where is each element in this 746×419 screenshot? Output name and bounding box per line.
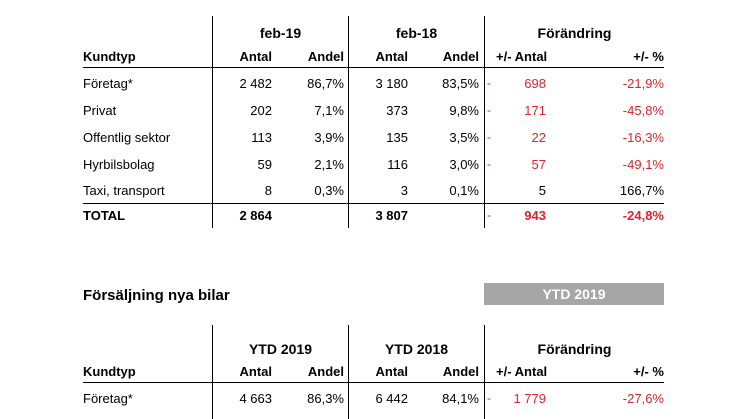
row-antal: 113 [251,130,272,145]
row-antal: 59 [257,157,272,172]
row-pct: -16,3% [622,130,664,145]
col-header-kundtyp: Kundtyp [83,49,136,64]
row-diff: 171 [524,103,546,118]
row-antal: 202 [250,103,272,118]
row-antal-prev: 373 [386,103,408,118]
row-antal: 2 482 [239,76,272,91]
row-diff: 57 [531,157,546,172]
row-antal: 8 [264,183,272,198]
row-dash: - [487,391,491,405]
row-antal-prev: 3 180 [375,76,408,91]
group-header-change: Förändring [537,341,612,357]
section-title: Försäljning nya bilar [83,287,230,304]
total-pct: -24,8% [622,208,664,223]
row-andel: 86,3% [307,391,344,406]
row-dash: - [487,76,491,90]
total-label: TOTAL [83,208,126,223]
row-andel-prev: 0,1% [449,183,479,198]
group-header-change: Förändring [537,25,612,41]
row-diff: 1 779 [513,391,546,406]
row-antal: 4 663 [239,391,272,406]
row-label: Företag* [83,391,133,406]
col-header-pct: +/- % [633,364,664,379]
col-header-pct: +/- % [633,49,664,64]
row-andel-prev: 83,5% [442,76,479,91]
row-label: Privat [83,103,117,118]
row-pct: -21,9% [622,76,664,91]
row-pct: 166,7% [619,183,664,198]
row-pct: -27,6% [622,391,664,406]
total-antal-prev: 3 807 [375,208,408,223]
row-label: Hyrbilsbolag [83,157,155,172]
col-header-andel: Andel [442,364,479,379]
row-dash: - [487,157,491,171]
row-andel-prev: 9,8% [449,103,479,118]
row-dash: - [487,103,491,117]
row-label: Taxi, transport [83,183,165,198]
col-header-andel: Andel [307,49,344,64]
row-antal-prev: 6 442 [375,391,408,406]
row-andel: 2,1% [314,157,344,172]
ytd-badge: YTD 2019 [484,283,664,305]
total-dash: - [487,208,491,222]
row-dash: - [487,130,491,144]
row-andel-prev: 3,5% [449,130,479,145]
row-pct: -45,8% [622,103,664,118]
row-antal-prev: 3 [400,183,408,198]
total-antal: 2 864 [239,208,272,223]
col-header-antal: Antal [375,364,408,379]
col-header-antal: Antal [375,49,408,64]
row-andel: 0,3% [314,183,344,198]
group-header-current: feb-19 [259,25,302,41]
row-label: Offentlig sektor [83,130,171,145]
col-header-antal: Antal [239,364,272,379]
row-andel: 7,1% [314,103,344,118]
total-diff: 943 [524,208,546,223]
col-header-andel: Andel [307,364,344,379]
row-andel: 86,7% [307,76,344,91]
row-diff: 22 [531,130,546,145]
col-header-diff: +/- Antal [496,364,548,379]
row-andel-prev: 3,0% [449,157,479,172]
row-antal-prev: 116 [387,157,408,172]
row-andel-prev: 84,1% [442,391,479,406]
col-header-antal: Antal [239,49,272,64]
group-header-previous: YTD 2018 [384,341,449,357]
row-label: Företag* [83,76,133,91]
row-pct: -49,1% [622,157,664,172]
row-antal-prev: 135 [386,130,408,145]
row-diff: 5 [538,183,546,198]
col-header-diff: +/- Antal [496,49,548,64]
group-header-current: YTD 2019 [248,341,313,357]
group-header-previous: feb-18 [395,25,438,41]
col-header-kundtyp: Kundtyp [83,364,136,379]
row-andel: 3,9% [314,130,344,145]
col-header-andel: Andel [442,49,479,64]
row-diff: 698 [524,76,546,91]
